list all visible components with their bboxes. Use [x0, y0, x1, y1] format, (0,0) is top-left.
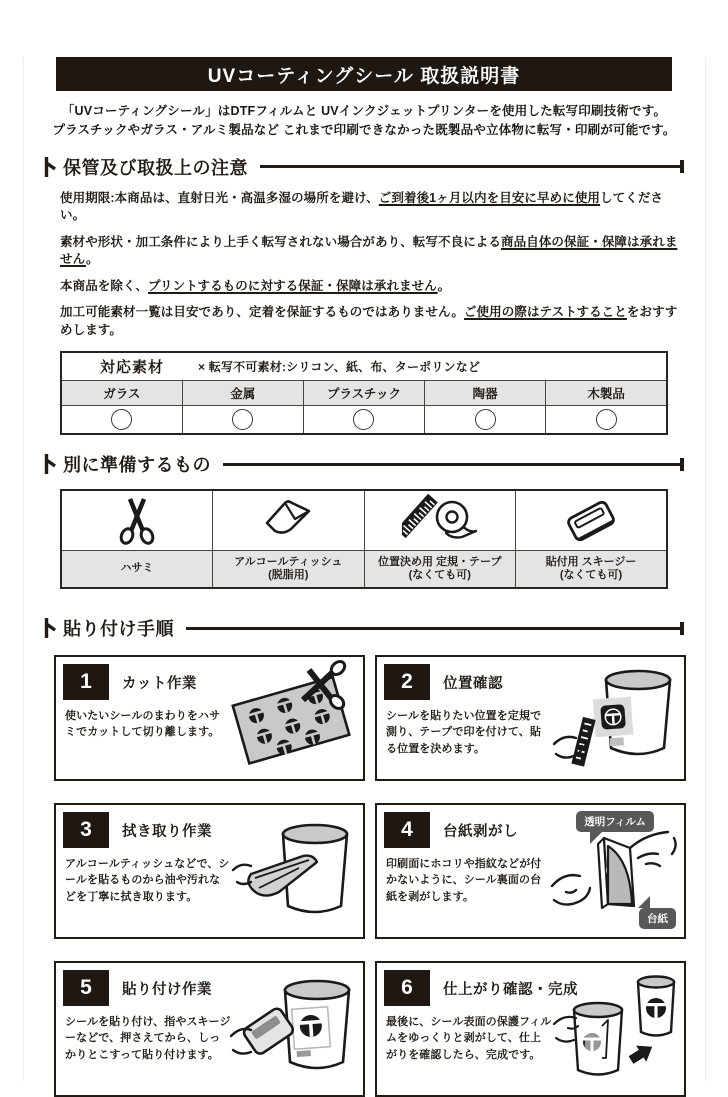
step-card-6: [375, 961, 686, 1097]
note-emphasis: プリントするものに対する保証・保障は承れません: [147, 278, 438, 293]
step-number-badge: 1: [63, 664, 109, 700]
tool-label-ruler-tape: 位置決め用 定規・テープ (なくても可): [364, 551, 516, 589]
tool-label-tissue: アルコールティッシュ (脱脂用): [213, 551, 365, 589]
material-plastic: プラスチック: [303, 381, 424, 406]
step-title: 拭き取り作業: [122, 824, 212, 841]
clear-film-label: 透明フィルム: [576, 811, 654, 832]
squeegee-icon: [564, 491, 618, 545]
ok-circle-icon: [232, 409, 253, 430]
material-ceramic: 陶器: [425, 381, 546, 406]
section-header-storage: [44, 154, 684, 180]
step-description: シールを貼り付け、指やスキージーなどで、押さえてから、しっかりとこすって貼り付けます。: [65, 1016, 231, 1061]
material-glass: ガラス: [61, 381, 182, 406]
step-description: 印刷面にホコリや指紋などが付かないように、シール裏面の台紙を剥がします。: [386, 858, 542, 903]
step-number-badge: 6: [384, 970, 430, 1006]
step-5-illustration: [225, 966, 360, 1088]
ok-circle-icon: [475, 409, 496, 430]
step-2-illustration: [546, 660, 681, 772]
section-title-procedure: 貼り付け手順: [63, 619, 174, 640]
backing-paper-label: 台紙: [639, 908, 676, 929]
tool-labels-row: [61, 551, 667, 589]
intro-line-1: 「UVコーティングシール」はDTFフィルムと UVインクジェットプリンターを使用した転写印刷技術です。: [61, 104, 667, 118]
section-tick-icon: [44, 453, 56, 475]
step-card-2: [375, 655, 686, 781]
step-title: 台紙剥がし: [443, 824, 518, 841]
step-description: 使いたいシールのまわりをハサミでカットして切り離します。: [65, 710, 221, 739]
step-title: 貼り付け作業: [122, 982, 212, 999]
step-title: カット作業: [122, 676, 197, 693]
section-rule: [223, 463, 684, 466]
steps-grid: [54, 655, 684, 1097]
section-rule: [260, 165, 684, 168]
document-title: UVコーティングシール 取扱説明書: [207, 65, 521, 87]
step-number-badge: 5: [63, 970, 109, 1006]
tool-icons-row: [61, 490, 667, 551]
ok-circle-icon: [353, 409, 374, 430]
tool-label-scissors: ハサミ: [61, 551, 213, 589]
ruler-tape-icon: [402, 491, 478, 545]
material-wood: 木製品: [546, 381, 667, 406]
step-description: シールを貼りたい位置を定規で測り、テープで印を付けて、貼る位置を決めます。: [386, 710, 542, 755]
note-emphasis: 商品自体の保証・保障は承れません: [60, 234, 678, 267]
step-number-badge: 3: [63, 812, 109, 848]
arrow-icon: [626, 1039, 657, 1068]
step-description: アルコールティッシュなどで、シールを貼るものから油や汚れなどを丁寧に拭き取ります。: [65, 858, 230, 903]
step-3-illustration: [225, 808, 360, 930]
section-header-procedure: [44, 615, 684, 641]
note-line: 本商品を除く、プリントするものに対する保証・保障は承れません。: [60, 278, 451, 293]
scissors-icon: [110, 491, 164, 545]
materials-table: [60, 351, 668, 435]
section-title-storage: 保管及び取扱上の注意: [63, 157, 248, 178]
storage-notes: [60, 190, 684, 340]
intro-line-2: プラスチックやガラス・アルミ製品など これまで印刷できなかった既製品や立体物に転写・印刷が可能です。: [52, 123, 676, 138]
note-line: 使用期限:本商品は、直射日光・高温多湿の場所を避け、ご到着後1ヶ月以内を目安に早めに使用してください。: [60, 190, 664, 223]
step-number-badge: 2: [384, 664, 430, 700]
materials-columns-row: [61, 381, 667, 406]
section-tick-icon: [44, 156, 56, 178]
note-emphasis: ご到着後1ヶ月以内を目安に早めに使用: [378, 190, 601, 205]
step-6-illustration: [546, 966, 681, 1088]
manual-page: [0, 57, 728, 1097]
ok-circle-icon: [596, 409, 617, 430]
step-card-4: [375, 803, 686, 939]
materials-header: 対応素材: [100, 359, 165, 377]
step-card-1: [54, 655, 365, 781]
tissue-icon: [261, 491, 315, 545]
tool-label-squeegee: 貼付用 スキージー (なくても可): [516, 551, 668, 589]
materials-header-row: [61, 352, 667, 381]
tools-table: [60, 489, 668, 589]
step-card-3: [54, 803, 365, 939]
document-title-bar: [56, 57, 672, 91]
step-title: 仕上がり確認・完成: [443, 982, 578, 999]
section-title-prepare: 別に準備するもの: [63, 455, 211, 476]
note-line: 加工可能素材一覧は目安であり、定着を保証するものではありません。ご使用の際はテストすることをおすすめします。: [60, 305, 678, 337]
ok-circle-icon: [111, 409, 132, 430]
materials-mark-row: [61, 406, 667, 435]
section-tick-icon: [44, 617, 56, 639]
note-line: 素材や形状・加工条件により上手く転写されない場合があり、転写不良による商品自体の保証・保障は承れません。: [60, 234, 678, 267]
note-emphasis: ご使用の際はテストすること: [463, 305, 627, 320]
step-1-illustration: [225, 660, 360, 772]
section-header-prepare: [44, 451, 684, 477]
step-title: 位置確認: [443, 676, 503, 693]
intro-paragraph: [44, 102, 684, 141]
step-card-5: [54, 961, 365, 1097]
materials-header-note: × 転写不可素材:シリコン、紙、布、ターポリンなど: [198, 360, 481, 375]
material-metal: 金属: [182, 381, 303, 406]
step-description: 最後に、シール表面の保護フィルムをゆっくりと剥がして、仕上がりを確認したら、完成です。: [386, 1016, 552, 1061]
step-number-badge: 4: [384, 812, 430, 848]
section-rule: [186, 627, 684, 630]
